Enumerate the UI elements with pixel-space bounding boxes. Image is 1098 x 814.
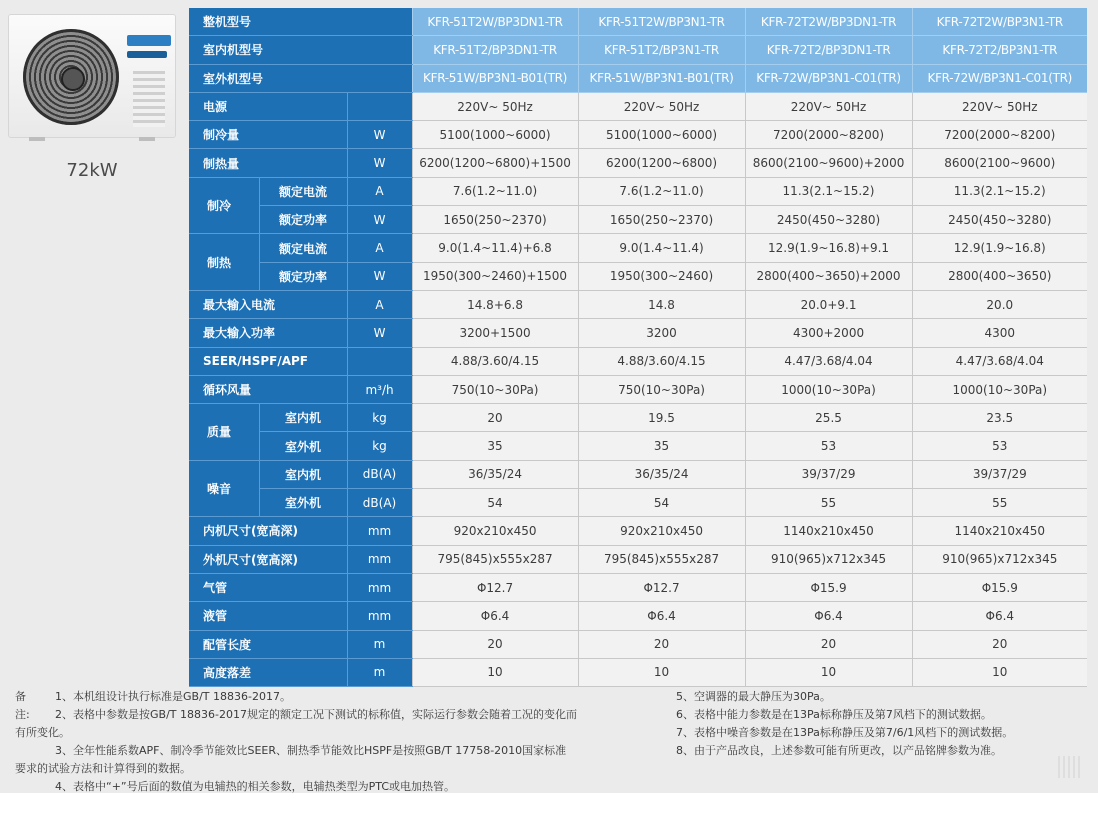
value-cell: 53	[912, 432, 1087, 460]
model-cell: KFR-72W/BP3N1-C01(TR)	[912, 64, 1087, 92]
unit-cell: mm	[347, 602, 412, 630]
unit-cell	[347, 92, 412, 120]
model-header-row	[189, 8, 1087, 36]
value-cell: 20	[412, 404, 578, 432]
row-label: 外机尺寸(宽高深)	[189, 545, 347, 573]
page-bottom-strip	[0, 793, 1098, 814]
value-cell: Φ6.4	[912, 602, 1087, 630]
row-group-label: 制热	[189, 234, 259, 291]
value-cell: 1140x210x450	[912, 517, 1087, 545]
value-cell: 20	[412, 630, 578, 658]
value-cell: 1000(10~30Pa)	[745, 375, 912, 403]
value-cell: 7.6(1.2~11.0)	[578, 177, 745, 205]
row-label: 制热量	[189, 149, 347, 177]
unit-cell: W	[347, 206, 412, 234]
value-cell: 7.6(1.2~11.0)	[412, 177, 578, 205]
value-cell: 2800(400~3650)	[912, 262, 1087, 290]
value-cell: 39/37/29	[912, 460, 1087, 488]
table-row	[189, 290, 1087, 318]
table-row	[189, 375, 1087, 403]
row-label: 循环风量	[189, 375, 347, 403]
value-cell: 910(965)x712x345	[745, 545, 912, 573]
value-cell: Φ6.4	[745, 602, 912, 630]
table-row	[189, 121, 1087, 149]
value-cell: 4300	[912, 319, 1087, 347]
value-cell: 220V~ 50Hz	[578, 92, 745, 120]
table-row	[189, 347, 1087, 375]
notes-prefix: 备注:	[15, 690, 30, 721]
unit-foot	[29, 137, 45, 141]
value-cell: 12.9(1.9~16.8)	[912, 234, 1087, 262]
row-sub-label: 额定电流	[259, 177, 347, 205]
product-image	[8, 14, 176, 138]
value-cell: 6200(1200~6800)+1500	[412, 149, 578, 177]
unit-cell: W	[347, 262, 412, 290]
row-label: 室外机型号	[189, 64, 412, 92]
value-cell: 10	[912, 658, 1087, 686]
table-row	[189, 319, 1087, 347]
value-cell: 10	[578, 658, 745, 686]
note-line: 4、表格中“+”号后面的数值为电辅热的相关参数，电辅热类型为PTC或电加热管。	[55, 780, 455, 793]
row-sub-label: 额定电流	[259, 234, 347, 262]
model-cell: KFR-51W/BP3N1-B01(TR)	[578, 64, 745, 92]
spec-table	[189, 8, 1087, 687]
note-line: 7、表格中噪音参数是在13Pa标称静压及第7/6/1风档下的测试数据。	[676, 726, 1014, 739]
note-line: 有所变化。	[15, 726, 70, 739]
unit-cell: mm	[347, 573, 412, 601]
model-cell: KFR-51T2/BP3N1-TR	[578, 36, 745, 64]
value-cell: 14.8	[578, 290, 745, 318]
row-label: 电源	[189, 92, 347, 120]
unit-cell: m	[347, 658, 412, 686]
table-row	[189, 432, 1087, 460]
value-cell: 54	[412, 489, 578, 517]
value-cell: 750(10~30Pa)	[412, 375, 578, 403]
value-cell: 1950(300~2460)	[578, 262, 745, 290]
value-cell: Φ6.4	[578, 602, 745, 630]
unit-cell: W	[347, 319, 412, 347]
unit-cell: kg	[347, 432, 412, 460]
value-cell: 5100(1000~6000)	[412, 121, 578, 149]
value-cell: 53	[745, 432, 912, 460]
value-cell: 795(845)x555x287	[578, 545, 745, 573]
value-cell: 12.9(1.9~16.8)+9.1	[745, 234, 912, 262]
model-cell: KFR-72W/BP3N1-C01(TR)	[745, 64, 912, 92]
row-group-label: 制冷	[189, 177, 259, 234]
value-cell: 20	[745, 630, 912, 658]
value-cell: 10	[745, 658, 912, 686]
value-cell: Φ12.7	[412, 573, 578, 601]
value-cell: 910(965)x712x345	[912, 545, 1087, 573]
value-cell: 20.0	[912, 290, 1087, 318]
model-cell: KFR-72T2W/BP3DN1-TR	[745, 8, 912, 36]
row-sub-label: 室外机	[259, 432, 347, 460]
unit-foot	[139, 137, 155, 141]
side-vents	[133, 71, 165, 127]
value-cell: 4.47/3.68/4.04	[912, 347, 1087, 375]
note-line: 3、全年性能系数APF、制冷季节能效比SEER、制热季节能效比HSPF是按照GB/T 17758-2010国家标准	[55, 744, 567, 757]
value-cell: 9.0(1.4~11.4)+6.8	[412, 234, 578, 262]
table-row	[189, 206, 1087, 234]
unit-cell: A	[347, 290, 412, 318]
note-line: 6、表格中能力参数是在13Pa标称静压及第7风档下的测试数据。	[676, 708, 992, 721]
value-cell: 7200(2000~8200)	[745, 121, 912, 149]
value-cell: 23.5	[912, 404, 1087, 432]
row-sub-label: 室内机	[259, 404, 347, 432]
value-cell: 36/35/24	[578, 460, 745, 488]
unit-cell: A	[347, 234, 412, 262]
row-label: 最大输入功率	[189, 319, 347, 347]
value-cell: Φ12.7	[578, 573, 745, 601]
note-line: 2、表格中参数是按GB/T 18836-2017规定的额定工况下测试的标称值，实际运行参数会随着工况的变化而	[55, 708, 577, 721]
value-cell: 1650(250~2370)	[578, 206, 745, 234]
model-header-row	[189, 64, 1087, 92]
value-cell: 1140x210x450	[745, 517, 912, 545]
row-label: 液管	[189, 602, 347, 630]
unit-cell: m	[347, 630, 412, 658]
value-cell: 1650(250~2370)	[412, 206, 578, 234]
row-sub-label: 室外机	[259, 489, 347, 517]
table-row	[189, 234, 1087, 262]
notes-right	[676, 688, 1086, 760]
fan-grille-icon	[23, 29, 119, 125]
value-cell: 4.88/3.60/4.15	[578, 347, 745, 375]
model-header-row	[189, 36, 1087, 64]
value-cell: 14.8+6.8	[412, 290, 578, 318]
model-cell: KFR-51W/BP3N1-B01(TR)	[412, 64, 578, 92]
note-line: 8、由于产品改良，上述参数可能有所更改，以产品铭牌参数为准。	[676, 744, 1002, 757]
unit-cell: dB(A)	[347, 460, 412, 488]
value-cell: Φ6.4	[412, 602, 578, 630]
table-row	[189, 517, 1087, 545]
value-cell: 9.0(1.4~11.4)	[578, 234, 745, 262]
value-cell: 795(845)x555x287	[412, 545, 578, 573]
unit-cell: kg	[347, 404, 412, 432]
value-cell: 5100(1000~6000)	[578, 121, 745, 149]
table-row	[189, 658, 1087, 686]
model-cell: KFR-51T2/BP3DN1-TR	[412, 36, 578, 64]
value-cell: 3200	[578, 319, 745, 347]
value-cell: 920x210x450	[412, 517, 578, 545]
value-cell: 54	[578, 489, 745, 517]
row-group-label: 噪音	[189, 460, 259, 517]
value-cell: 4.88/3.60/4.15	[412, 347, 578, 375]
value-cell: 19.5	[578, 404, 745, 432]
value-cell: 10	[412, 658, 578, 686]
model-cell: KFR-72T2/BP3DN1-TR	[745, 36, 912, 64]
value-cell: 11.3(2.1~15.2)	[745, 177, 912, 205]
unit-cell	[347, 347, 412, 375]
row-label: 高度落差	[189, 658, 347, 686]
brand-logo	[127, 35, 171, 46]
value-cell: 220V~ 50Hz	[912, 92, 1087, 120]
table-row	[189, 602, 1087, 630]
row-group-label: 质量	[189, 404, 259, 461]
table-row	[189, 460, 1087, 488]
unit-cell: mm	[347, 517, 412, 545]
value-cell: Φ15.9	[912, 573, 1087, 601]
value-cell: 220V~ 50Hz	[745, 92, 912, 120]
table-row	[189, 149, 1087, 177]
value-cell: 35	[578, 432, 745, 460]
brand-logo-badge	[127, 51, 167, 58]
value-cell: 3200+1500	[412, 319, 578, 347]
value-cell: 20	[578, 630, 745, 658]
value-cell: 750(10~30Pa)	[578, 375, 745, 403]
value-cell: 39/37/29	[745, 460, 912, 488]
value-cell: Φ15.9	[745, 573, 912, 601]
table-row	[189, 262, 1087, 290]
row-label: 气管	[189, 573, 347, 601]
capacity-label: 72kW	[66, 160, 118, 181]
value-cell: 8600(2100~9600)	[912, 149, 1087, 177]
note-line: 要求的试验方法和计算得到的数据。	[15, 762, 191, 775]
fan-hub-icon	[61, 67, 85, 91]
value-cell: 2450(450~3280)	[745, 206, 912, 234]
value-cell: 2800(400~3650)+2000	[745, 262, 912, 290]
table-row	[189, 177, 1087, 205]
model-cell: KFR-72T2W/BP3N1-TR	[912, 8, 1087, 36]
row-sub-label: 额定功率	[259, 262, 347, 290]
value-cell: 55	[745, 489, 912, 517]
value-cell: 36/35/24	[412, 460, 578, 488]
watermark-icon	[1058, 756, 1082, 778]
value-cell: 1950(300~2460)+1500	[412, 262, 578, 290]
table-row	[189, 573, 1087, 601]
note-line: 5、空调器的最大静压为30Pa。	[676, 690, 831, 703]
row-label: 最大输入电流	[189, 290, 347, 318]
table-row	[189, 545, 1087, 573]
spec-table-body	[189, 8, 1087, 687]
unit-cell: mm	[347, 545, 412, 573]
table-row	[189, 489, 1087, 517]
value-cell: 8600(2100~9600)+2000	[745, 149, 912, 177]
value-cell: 55	[912, 489, 1087, 517]
value-cell: 220V~ 50Hz	[412, 92, 578, 120]
value-cell: 11.3(2.1~15.2)	[912, 177, 1087, 205]
unit-cell: m³/h	[347, 375, 412, 403]
value-cell: 920x210x450	[578, 517, 745, 545]
unit-cell: W	[347, 149, 412, 177]
table-row	[189, 404, 1087, 432]
row-sub-label: 室内机	[259, 460, 347, 488]
model-cell: KFR-72T2/BP3N1-TR	[912, 36, 1087, 64]
value-cell: 4.47/3.68/4.04	[745, 347, 912, 375]
row-label: 整机型号	[189, 8, 412, 36]
value-cell: 20.0+9.1	[745, 290, 912, 318]
row-label: 制冷量	[189, 121, 347, 149]
unit-cell: W	[347, 121, 412, 149]
value-cell: 1000(10~30Pa)	[912, 375, 1087, 403]
value-cell: 20	[912, 630, 1087, 658]
value-cell: 2450(450~3280)	[912, 206, 1087, 234]
row-label: 室内机型号	[189, 36, 412, 64]
row-sub-label: 额定功率	[259, 206, 347, 234]
value-cell: 6200(1200~6800)	[578, 149, 745, 177]
table-row	[189, 92, 1087, 120]
row-label: 内机尺寸(宽高深)	[189, 517, 347, 545]
model-cell: KFR-51T2W/BP3N1-TR	[578, 8, 745, 36]
value-cell: 35	[412, 432, 578, 460]
table-row	[189, 630, 1087, 658]
model-cell: KFR-51T2W/BP3DN1-TR	[412, 8, 578, 36]
unit-cell: dB(A)	[347, 489, 412, 517]
unit-cell: A	[347, 177, 412, 205]
row-label: SEER/HSPF/APF	[189, 347, 347, 375]
note-line: 1、本机组设计执行标准是GB/T 18836-2017。	[55, 690, 291, 703]
row-label: 配管长度	[189, 630, 347, 658]
value-cell: 25.5	[745, 404, 912, 432]
value-cell: 4300+2000	[745, 319, 912, 347]
value-cell: 7200(2000~8200)	[912, 121, 1087, 149]
